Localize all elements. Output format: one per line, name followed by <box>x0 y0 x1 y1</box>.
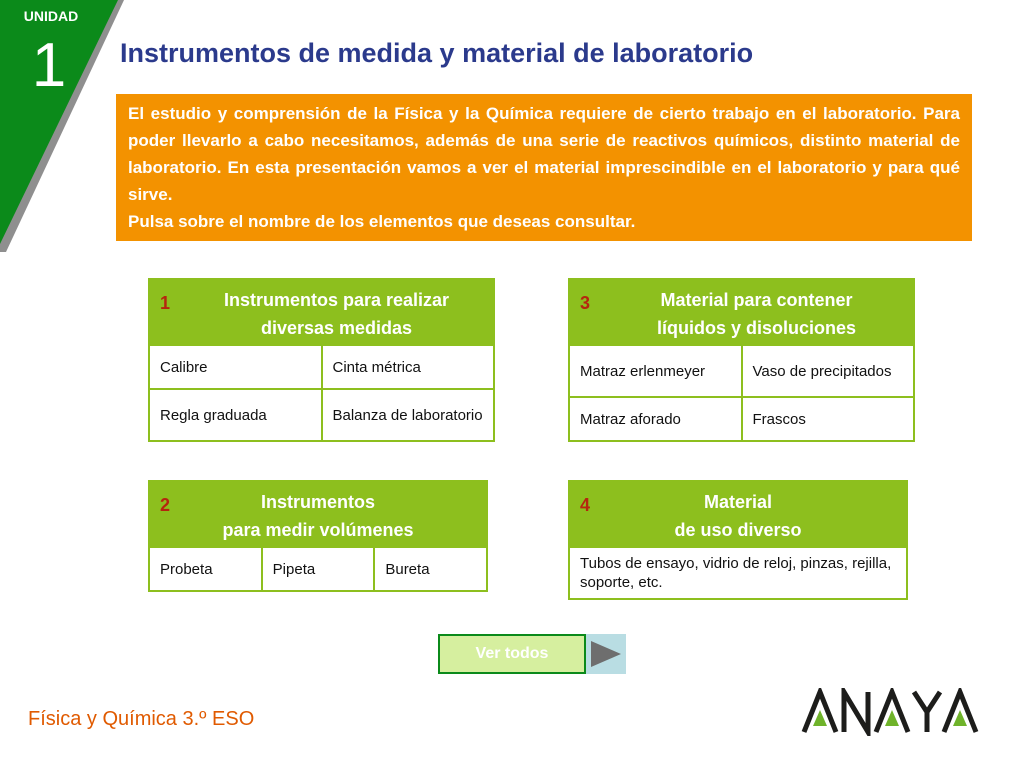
section-header <box>570 280 913 344</box>
intro-box <box>116 94 972 241</box>
table-row <box>150 546 486 590</box>
item-regla-graduada[interactable]: Regla graduada <box>160 406 267 424</box>
table-row <box>570 344 913 396</box>
section-header <box>150 482 486 546</box>
table-row <box>150 388 493 440</box>
intro-instruction: Pulsa sobre el nombre de los elementos que deseas consultar. <box>128 212 636 231</box>
next-button[interactable] <box>586 634 626 674</box>
section-number: 1 <box>160 293 171 313</box>
section-title-line2: de uso diverso <box>674 520 802 540</box>
unit-label: UNIDAD <box>23 8 79 24</box>
unit-number: 1 <box>31 31 67 100</box>
table-row <box>570 546 906 598</box>
item-uso-diverso[interactable]: Tubos de ensayo, vidrio de reloj, pinzas, rejilla, soporte, etc. <box>580 555 892 591</box>
item-calibre[interactable]: Calibre <box>160 358 208 376</box>
item-bureta[interactable]: Bureta <box>373 548 486 590</box>
section-title-line2: diversas medidas <box>260 318 413 338</box>
page-title: Instrumentos de medida y material de laboratorio <box>120 38 754 68</box>
table-row <box>570 396 913 440</box>
section-volumes <box>148 480 488 592</box>
section-number: 2 <box>160 495 171 515</box>
item-balanza[interactable]: Balanza de laboratorio <box>321 390 494 440</box>
view-all-button[interactable]: Ver todos <box>438 634 586 674</box>
play-arrow-icon <box>586 634 626 674</box>
item-matraz-aforado[interactable]: Matraz aforado <box>580 410 681 428</box>
section-title-line1: Material <box>703 492 773 512</box>
item-vaso-precipitados[interactable]: Vaso de precipitados <box>741 346 914 396</box>
item-probeta[interactable]: Probeta <box>160 560 213 578</box>
section-containers <box>568 278 915 442</box>
table-row <box>150 344 493 388</box>
section-measures <box>148 278 495 442</box>
section-title-line1: Instrumentos <box>260 492 375 512</box>
item-frascos[interactable]: Frascos <box>741 398 914 440</box>
section-misc <box>568 480 908 600</box>
section-header <box>570 482 906 546</box>
section-title-line2: para medir volúmenes <box>222 520 414 540</box>
section-title-line1: Instrumentos para realizar <box>223 290 450 310</box>
item-matraz-erlenmeyer[interactable]: Matraz erlenmeyer <box>580 362 706 380</box>
item-pipeta[interactable]: Pipeta <box>261 548 374 590</box>
section-title-line2: líquidos y disoluciones <box>656 318 857 338</box>
section-title-line1: Material para contener <box>660 290 853 310</box>
intro-paragraph: El estudio y comprensión de la Física y la Química requiere de cierto trabajo en el laboratorio. Para poder llevarlo a cabo necesitamos, además de una serie de reactivos químicos, distinto material de laboratorio. En esta presentación vamos a ver el material imprescindible en el laboratorio y para qué sirve. <box>128 104 960 204</box>
anaya-logo <box>800 688 980 736</box>
section-number: 4 <box>580 495 591 515</box>
section-header <box>150 280 493 344</box>
item-cinta-metrica[interactable]: Cinta métrica <box>321 346 494 388</box>
section-number: 3 <box>580 293 591 313</box>
subject-label: Física y Química 3.º ESO <box>28 708 255 730</box>
